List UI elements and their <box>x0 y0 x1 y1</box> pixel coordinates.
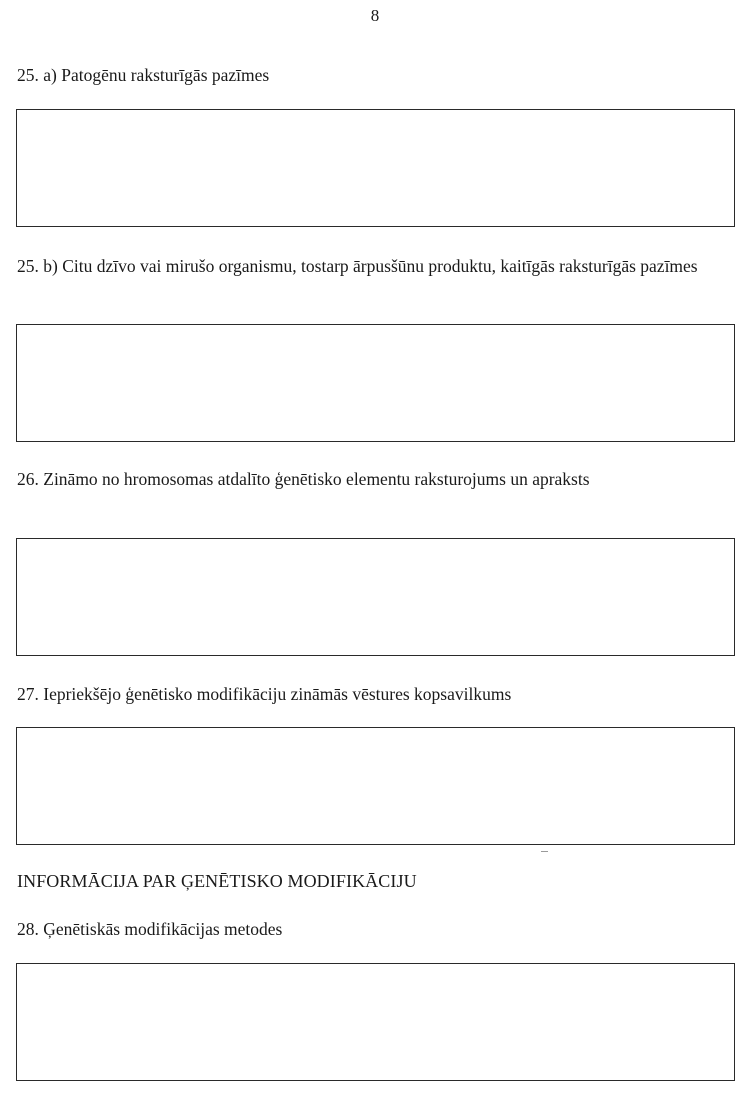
field-25a-answer-box[interactable] <box>16 109 735 227</box>
field-27-answer-box[interactable] <box>16 727 735 845</box>
section-heading: INFORMĀCIJA PAR ĢENĒTISKO MODIFIKĀCIJU <box>17 871 417 891</box>
field-26-answer-box[interactable] <box>16 538 735 656</box>
field-25b-answer-box[interactable] <box>16 324 735 442</box>
field-27-label: 27. Iepriekšējo ģenētisko modifikāciju zināmās vēstures kopsavilkums <box>17 684 512 704</box>
scan-mark <box>541 851 548 852</box>
field-28-answer-box[interactable] <box>16 963 735 1081</box>
field-26-label: 26. Zināmo no hromosomas atdalīto ģenētisko elementu raksturojums un apraksts <box>17 469 590 489</box>
field-25a-label: 25. a) Patogēnu raksturīgās pazīmes <box>17 65 270 85</box>
field-25b-label: 25. b) Citu dzīvo vai mirušo organismu, tostarp ārpusšūnu produktu, kaitīgās raksturīgās pazīmes <box>17 256 698 276</box>
field-28-label: 28. Ģenētiskās modifikācijas metodes <box>17 919 283 939</box>
page-number: 8 <box>370 6 380 25</box>
